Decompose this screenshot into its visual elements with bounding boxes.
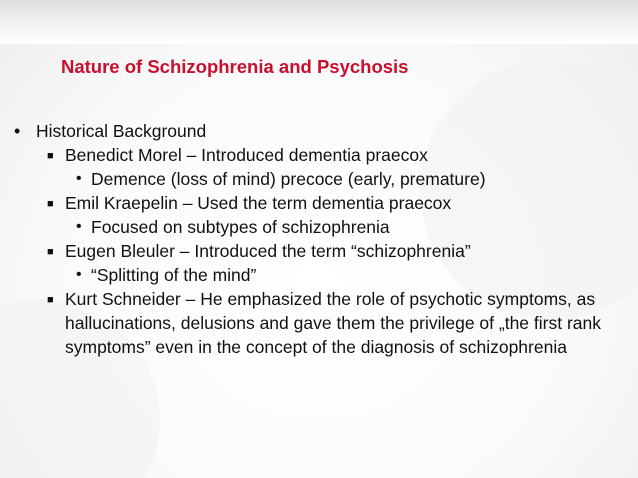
bullet-splitting-of-mind [14, 263, 624, 287]
bullet-kurt-schneider [14, 287, 624, 359]
bullet-eugen-bleuler [14, 239, 624, 263]
bullet-text: Eugen Bleuler – Introduced the term “schizophrenia” [65, 241, 471, 261]
bullet-text: Kurt Schneider – He emphasized the role of psychotic symptoms, as hallucinations, delusions and gave them the privilege of „the first rank symptoms” even in the concept of the diagnosis of schizophrenia [65, 289, 601, 357]
bullet-dot-icon: • [76, 218, 82, 235]
bullet-emil-kraepelin [14, 191, 624, 215]
bullet-square-icon: ■ [47, 246, 54, 258]
bullet-text: Benedict Morel – Introduced dementia praecox [65, 145, 428, 165]
bullet-dot-icon: • [14, 121, 21, 141]
header-band [0, 0, 638, 44]
bullet-historical-background [14, 119, 624, 143]
bullet-text: “Splitting of the mind” [91, 265, 257, 285]
bullet-text: Historical Background [36, 121, 207, 141]
bullet-benedict-morel [14, 143, 624, 167]
slide-title: Nature of Schizophrenia and Psychosis [61, 56, 409, 77]
bullet-demence [14, 167, 624, 191]
bullet-square-icon: ■ [47, 294, 54, 306]
bullet-dot-icon: • [76, 170, 82, 187]
bullet-list [14, 119, 624, 359]
bullet-text: Demence (loss of mind) precoce (early, premature) [91, 169, 486, 189]
bullet-text: Focused on subtypes of schizophrenia [91, 217, 390, 237]
bullet-dot-icon: • [76, 266, 82, 283]
bullet-text: Emil Kraepelin – Used the term dementia praecox [65, 193, 452, 213]
bullet-square-icon: ■ [47, 150, 54, 162]
bullet-subtypes [14, 215, 624, 239]
bullet-square-icon: ■ [47, 198, 54, 210]
